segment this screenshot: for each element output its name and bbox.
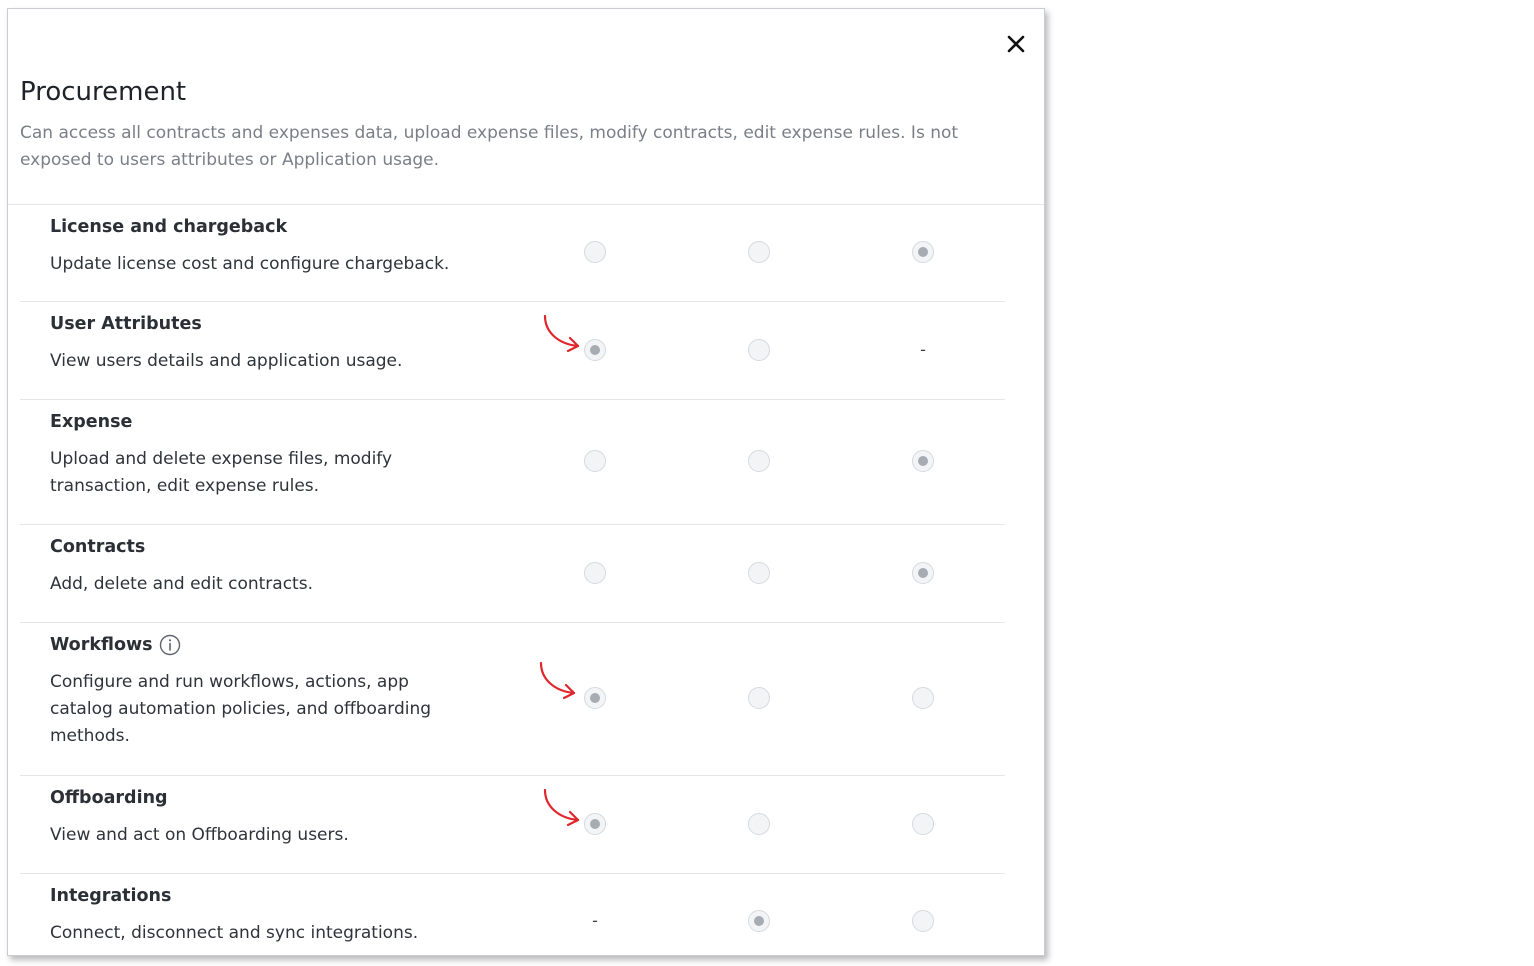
- permission-description: Update license cost and configure chargeback.: [50, 254, 450, 274]
- permission-name: [50, 786, 470, 810]
- annotation-arrow-icon: [540, 788, 584, 826]
- permission-row-contracts: [20, 525, 1005, 623]
- permission-name: [50, 312, 470, 336]
- permission-radio-option-3[interactable]: [912, 241, 934, 263]
- not-applicable-dash: -: [592, 911, 598, 930]
- permission-text: [20, 400, 470, 500]
- permission-radio-option-3[interactable]: [912, 562, 934, 584]
- permission-radio-option-2[interactable]: [748, 450, 770, 472]
- permission-radio-option-1[interactable]: [584, 687, 606, 709]
- permissions-modal: [7, 8, 1045, 956]
- permission-text: [20, 776, 470, 849]
- permission-name-label: Offboarding: [50, 788, 168, 808]
- permission-radio-option-2[interactable]: [748, 241, 770, 263]
- permission-name: [50, 215, 470, 239]
- modal-description: Can access all contracts and expenses data, upload expense files, modify contracts, edit expense rules. Is not exposed to users attributes or Application usage.: [20, 123, 959, 170]
- permission-row-integrations: [20, 874, 1005, 956]
- permission-name-label: Integrations: [50, 886, 172, 906]
- annotation-arrow-icon: [540, 314, 584, 352]
- annotation-arrow-icon: [536, 661, 580, 699]
- permission-name-label: Workflows: [50, 635, 153, 655]
- permission-radio-option-1[interactable]: [584, 562, 606, 584]
- permission-name-label: User Attributes: [50, 314, 202, 334]
- permission-radio-option-1[interactable]: [584, 813, 606, 835]
- permission-name-label: License and chargeback: [50, 217, 288, 237]
- not-applicable-dash: -: [920, 340, 926, 359]
- permission-text: [20, 623, 470, 750]
- permission-radio-option-3[interactable]: [912, 813, 934, 835]
- permission-radio-option-1[interactable]: [584, 450, 606, 472]
- permission-radio-option-1[interactable]: [584, 241, 606, 263]
- permission-text: [20, 302, 470, 375]
- permission-radio-option-2[interactable]: [748, 339, 770, 361]
- permission-description: View and act on Offboarding users.: [50, 825, 349, 845]
- modal-title: Procurement: [20, 77, 187, 107]
- permission-row-offboarding: [20, 776, 1005, 874]
- permission-list: [20, 205, 1005, 956]
- permission-radio-option-2[interactable]: [748, 562, 770, 584]
- permission-radio-option-3[interactable]: [912, 450, 934, 472]
- permission-row-user-attributes: [20, 302, 1005, 400]
- close-button[interactable]: [1004, 32, 1028, 56]
- permission-name: [50, 535, 470, 559]
- permission-description: Add, delete and edit contracts.: [50, 574, 313, 594]
- permission-text: [20, 874, 470, 947]
- permission-text: [20, 525, 470, 598]
- close-icon: [1004, 32, 1028, 56]
- permission-radio-option-1[interactable]: [584, 339, 606, 361]
- permission-text: [20, 205, 470, 278]
- permission-name-label: Contracts: [50, 537, 146, 557]
- permission-name: [50, 410, 470, 434]
- permission-row-workflows: [20, 623, 1005, 776]
- permission-radio-option-3[interactable]: [912, 910, 934, 932]
- permission-name-label: Expense: [50, 412, 133, 432]
- permission-radio-option-3[interactable]: [912, 687, 934, 709]
- permission-radio-option-2[interactable]: [748, 813, 770, 835]
- permission-description: View users details and application usage.: [50, 351, 403, 371]
- permission-name: [50, 633, 470, 657]
- info-icon[interactable]: [159, 634, 181, 656]
- permission-row-license-and-chargeback: [20, 205, 1005, 302]
- permission-radio-option-2[interactable]: [748, 687, 770, 709]
- permission-description: Connect, disconnect and sync integrations.: [50, 923, 419, 943]
- permission-description: Configure and run workflows, actions, app catalog automation policies, and offboarding methods.: [50, 672, 432, 746]
- permission-description: Upload and delete expense files, modify transaction, edit expense rules.: [50, 449, 393, 496]
- permission-row-expense: [20, 400, 1005, 525]
- permission-name: [50, 884, 470, 908]
- permission-radio-option-2[interactable]: [748, 910, 770, 932]
